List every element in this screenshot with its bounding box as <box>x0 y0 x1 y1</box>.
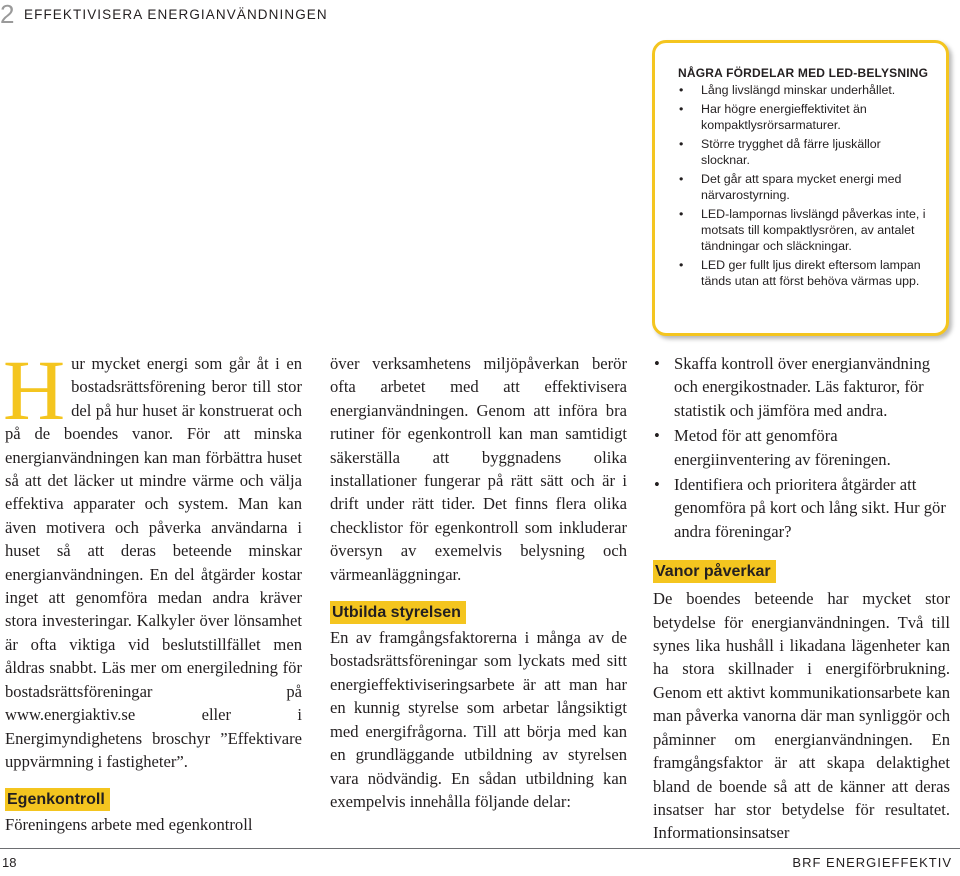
led-benefit-item: • LED ger fullt ljus direkt eftersom lampan tänds utan att först behöva värmas upp. <box>678 257 930 289</box>
text-column-3 <box>653 352 950 845</box>
page-number: 18 <box>2 855 17 870</box>
led-benefit-item: • Större trygghet då färre ljuskällor slocknar. <box>678 136 930 168</box>
intro-text: ur mycket energi som går åt i en bostadsrättsförening beror till stor del på hur huset är konstruerat och på de boendes vanor. För att minska energianvändningen kan man förbättra huset så att det läcker ut mindre värme och välja effektiva apparater och system. Man kan även motivera och påverka användarna i huset så att deras beteende minskar energianvändningen. En del åtgärder kostar inget att genomföra medan andra kräver stora investeringar. Kalkyler över lönsamhet är ofta viktiga vid beslutstillfället men åldras snabbt. Läs mer om energiledning för bostadsrättsföreningar på www.energiaktiv.se eller i Energimyndighetens broschyr ”Effektivare uppvärmning i fastigheter”. <box>5 354 302 771</box>
text-column-1 <box>3 342 302 837</box>
training-list <box>653 352 950 543</box>
utbilda-paragraph: En av framgångsfaktorerna i många av de bostadsrättsföreningar som lyckats med sitt energieffektiviseringsarbete är att man har en kunnig styrelse som arbetar långsiktigt med energifrågorna. Till att börja med kan en grundläggande utbildning av styrelsen vara nödvändig. En sådan utbildning kan exempelvis innehålla följande delar: <box>330 628 627 811</box>
led-benefit-item: • Har högre energieffektivitet än kompaktlysrörsarmaturer. <box>678 101 930 133</box>
text-column-2 <box>330 352 627 813</box>
chapter-header <box>0 0 328 28</box>
drop-cap: H <box>3 342 66 438</box>
intro-paragraph <box>3 342 302 773</box>
led-benefits-list <box>678 82 930 289</box>
led-benefit-item: • Det går att spara mycket energi med närvarostyrning. <box>678 171 930 203</box>
training-item: • Skaffa kontroll över energianvändning och energikostnader. Läs fakturor, för statistik och jämföra med andra. <box>653 352 950 422</box>
led-box-title: NÅGRA FÖRDELAR MED LED-BELYSNING <box>678 66 929 80</box>
training-item: • Metod för att genomföra energiinventering av föreningen. <box>653 424 950 471</box>
led-benefits-box <box>652 40 949 336</box>
led-benefit-item: • Lång livslängd minskar underhållet. <box>678 82 930 98</box>
heading-vanor-paverkar: Vanor påverkar <box>653 560 776 583</box>
heading-utbilda-styrelsen: Utbilda styrelsen <box>330 601 466 624</box>
chapter-number: 2 <box>0 0 15 29</box>
egenkontroll-paragraph: Föreningens arbete med egenkontroll <box>5 815 253 835</box>
heading-egenkontroll: Egenkontroll <box>5 788 110 811</box>
chapter-title: EFFEKTIVISERA ENERGIANVÄNDNINGEN <box>24 6 328 22</box>
training-item: • Identifiera och prioritera åtgärder att genomföra på kort och lång sikt. Hur gör andra föreningar? <box>653 473 950 543</box>
vanor-paragraph: De boendes beteende har mycket stor betydelse för energianvändningen. Två till synes lika hushåll i likadana lägenheter kan ha stora skillnader i energiförbrukning. Genom ett aktivt kommunikationsarbete kan man påverka vanorna där man synliggör och påminner om energianvändningen. En framgångsfaktor är att skapa delaktighet bland de boende så att de känner att deras insatser har stor betydelse för resultatet. Informationsinsatser <box>653 589 950 843</box>
led-benefit-item: • LED-lampornas livslängd påverkas inte, i motsats till kompaktlysrören, av antalet tändningar och släckningar. <box>678 206 930 254</box>
egenkontroll-continued-paragraph: över verksamhetens miljöpåverkan berör ofta arbetet med att effektivisera energianvändningen. Genom att införa bra rutiner för egenkontroll kan man samtidigt säkerställa att byggnadens olika installationer fungerar på rätt sätt och är i drift under rätt tider. Det finns flera olika checklistor för egenkontroll som inkluderar översyn av exemelvis belysning och värmeanläggningar. <box>330 354 627 584</box>
footer-divider <box>0 848 960 849</box>
publication-name: BRF ENERGIEFFEKTIV <box>792 855 952 870</box>
